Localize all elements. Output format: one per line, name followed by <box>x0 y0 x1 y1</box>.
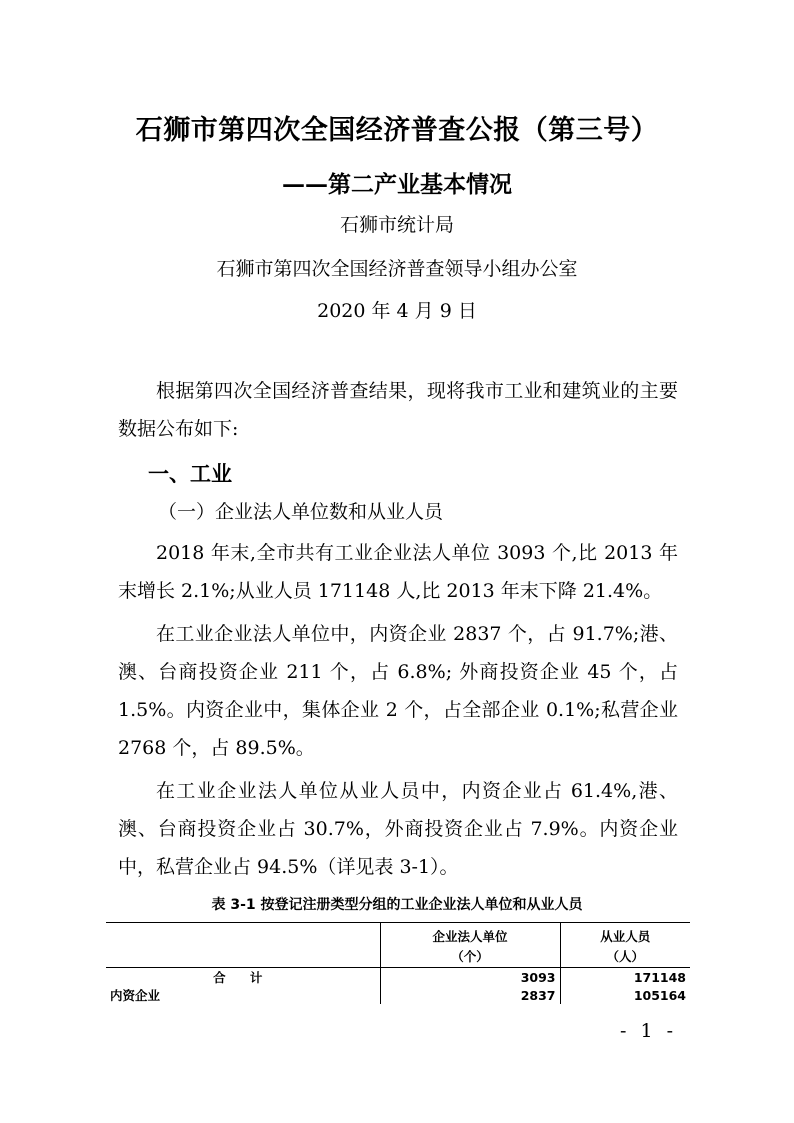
paragraph-units-employees: 2018 年末,全市共有工业企业法人单位 3093 个,比 2013 年末增长 2.1%;从业人员 171148 人,比 2013 年末下降 21.4%。 <box>118 542 678 602</box>
table-header-employees <box>560 923 690 968</box>
header-units-label: 企业法人单位 <box>432 929 508 944</box>
issuer-bureau: 石狮市统计局 <box>339 214 454 236</box>
document-title: 石狮市第四次全国经济普查公报（第三号） <box>135 115 659 146</box>
registration-type-table <box>106 922 690 1004</box>
issue-date: 2020 年 4 月 9 日 <box>317 300 477 322</box>
paragraph-employee-composition: 在工业企业法人单位从业人员中，内资企业占 61.4%,港、澳、台商投资企业占 30.7%，外商投资企业占 7.9%。内资企业中，私营企业占 94.5%（详见表 3-1）。 <box>118 780 678 878</box>
paragraph-unit-composition: 在工业企业法人单位中，内资企业 2837 个，占 91.7%;港、澳、台商投资企业 211 个，占 6.8%; 外商投资企业 45 个，占 1.5%。内资企业中，集体企业 2 个，占全部企业 0.1%;私营企业 2768 个，占 89.5%。 <box>118 623 678 759</box>
table-row <box>106 968 690 987</box>
row-units: 3093 <box>380 968 560 987</box>
section-heading-industry: 一、工业 <box>148 461 232 486</box>
row-employees: 105164 <box>560 986 690 1004</box>
row-label: 内资企业 <box>110 988 161 1003</box>
header-units-unit: （个） <box>451 949 489 964</box>
document-subtitle: ——第二产业基本情况 <box>282 171 512 198</box>
table-caption: 表 3-1 按登记注册类型分组的工业企业法人单位和从业人员 <box>211 897 583 913</box>
header-employees-unit: （人） <box>606 949 644 964</box>
row-label: 合 计 <box>213 970 273 985</box>
header-employees-label: 从业人员 <box>600 929 651 944</box>
row-units: 2837 <box>380 986 560 1004</box>
issuer-office: 石狮市第四次全国经济普查领导小组办公室 <box>216 258 578 280</box>
table-header-blank <box>106 923 380 968</box>
page-number: - 1 - <box>620 1020 678 1042</box>
subsection-heading: （一）企业法人单位数和从业人员 <box>158 501 444 523</box>
intro-paragraph: 根据第四次全国经济普查结果，现将我市工业和建筑业的主要数据公布如下: <box>118 380 678 440</box>
table-header-units <box>380 923 560 968</box>
row-employees: 171148 <box>560 968 690 987</box>
table-row <box>106 986 690 1004</box>
